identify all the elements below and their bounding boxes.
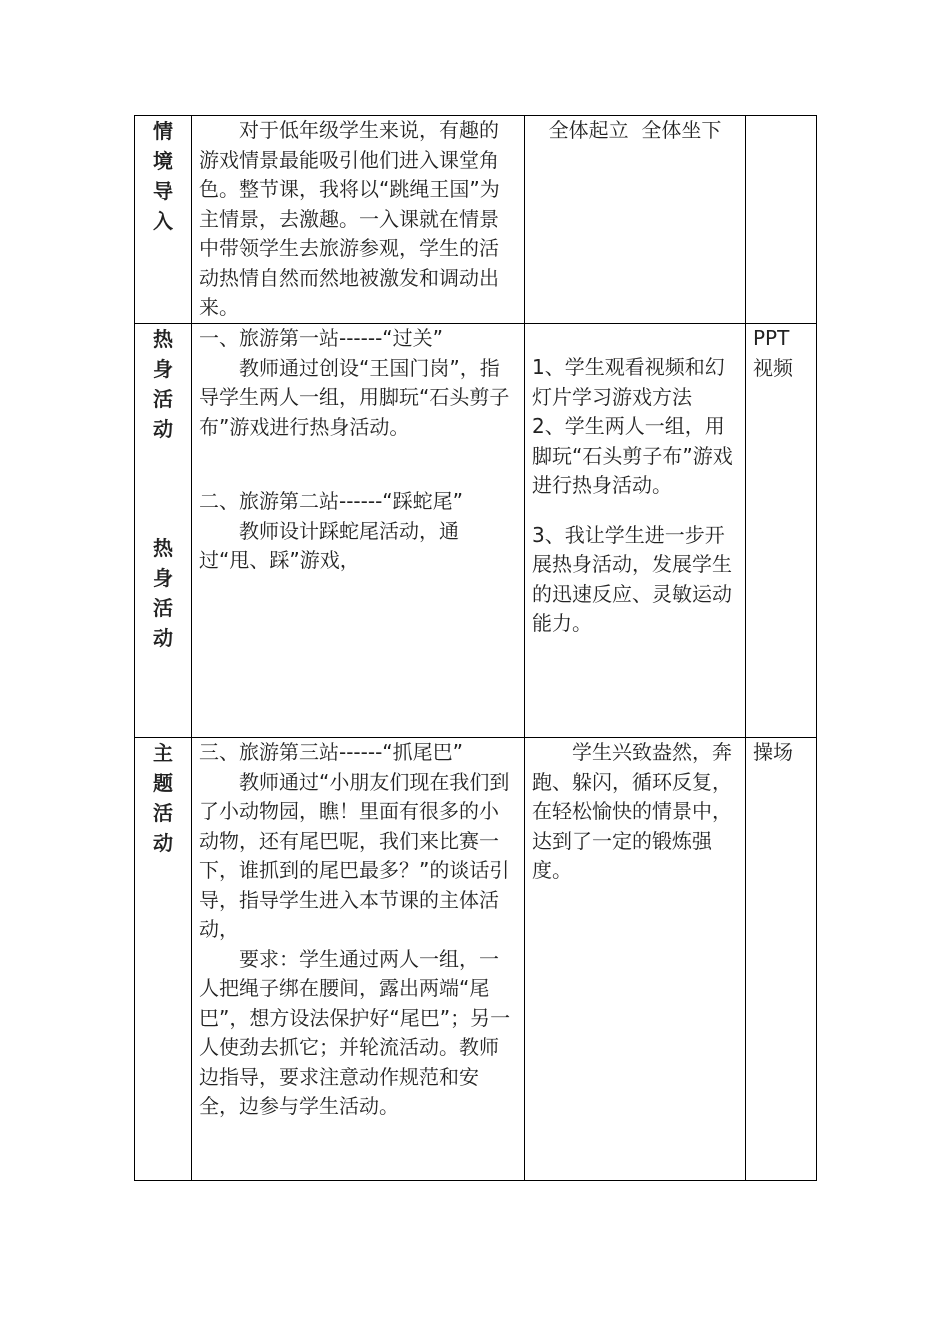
table-row-main xyxy=(135,738,817,1181)
station-two-title: 二、旅游第二站------“踩蛇尾” xyxy=(199,489,464,513)
resource-cell xyxy=(746,116,817,324)
student-step-3: 3、我让学生进一步开展热身活动，发展学生的迅速反应、灵敏运动能力。 xyxy=(532,522,732,635)
table-row-intro xyxy=(135,116,817,324)
row-label-main xyxy=(135,738,192,1181)
station-three-requirements: 要求：学生通过两人一组，一人把绳子绑在腰间，露出两端“尾巴”，想方设法保护好“尾巴”；另一人使劲去抓它；并轮流活动。教师边指导，要求注意动作规范和安全，边参与学生活动。 xyxy=(199,946,511,1118)
station-one-body: 教师通过创设“王国门岗”，指导学生两人一组，用脚玩“石头剪子布”游戏进行热身活动。 xyxy=(199,355,510,439)
student-activity-cell xyxy=(525,738,746,1181)
resource-text: PPT视频 xyxy=(753,326,793,380)
row-label-text-bottom: 热身活动 xyxy=(153,535,173,650)
student-activity-text: 学生兴致盎然，奔跑、躲闪，循环反复，在轻松愉快的情景中，达到了一定的锻炼强度。 xyxy=(532,740,732,882)
station-two-body: 教师设计踩蛇尾活动，通过“甩、踩”游戏， xyxy=(199,518,459,572)
resource-cell xyxy=(746,738,817,1181)
table-row-warmup xyxy=(135,324,817,738)
station-three-body: 教师通过“小朋友们现在我们到了小动物园，瞧！里面有很多的小动物，还有尾巴呢，我们来比赛一下，谁抓到的尾巴最多？”的谈话引导，指导学生进入本节课的主体活动， xyxy=(199,769,510,941)
teacher-activity-cell xyxy=(192,324,525,738)
student-activity-text: 全体起立 全体坐下 xyxy=(548,118,722,142)
student-step-2: 2、学生两人一组，用脚玩“石头剪子布”游戏进行热身活动。 xyxy=(532,414,733,497)
row-label-intro xyxy=(135,116,192,324)
student-activity-cell xyxy=(525,324,746,738)
lesson-plan-table xyxy=(134,115,817,1181)
resource-text: 操场 xyxy=(753,740,793,764)
row-label-text: 情境导入 xyxy=(153,119,173,233)
teacher-activity-text: 对于低年级学生来说，有趣的游戏情景最能吸引他们进入课堂角色。整节课，我将以“跳绳王国”为主情景，去激趣。一入课就在情景中带领学生去旅游参观，学生的活动热情自然而然地被激发和调动出来。 xyxy=(199,118,500,319)
row-label-text: 主题活动 xyxy=(153,741,173,855)
station-three-title: 三、旅游第三站------“抓尾巴” xyxy=(199,740,464,764)
station-one-title: 一、旅游第一站------“过关” xyxy=(199,326,444,350)
student-activity-cell xyxy=(525,116,746,324)
row-label-text-top: 热身活动 xyxy=(153,327,173,441)
teacher-activity-cell xyxy=(192,116,525,324)
row-label-warmup xyxy=(135,324,192,738)
resource-cell xyxy=(746,324,817,738)
teacher-activity-cell xyxy=(192,738,525,1181)
student-step-1: 1、学生观看视频和幻灯片学习游戏方法 xyxy=(532,355,725,409)
